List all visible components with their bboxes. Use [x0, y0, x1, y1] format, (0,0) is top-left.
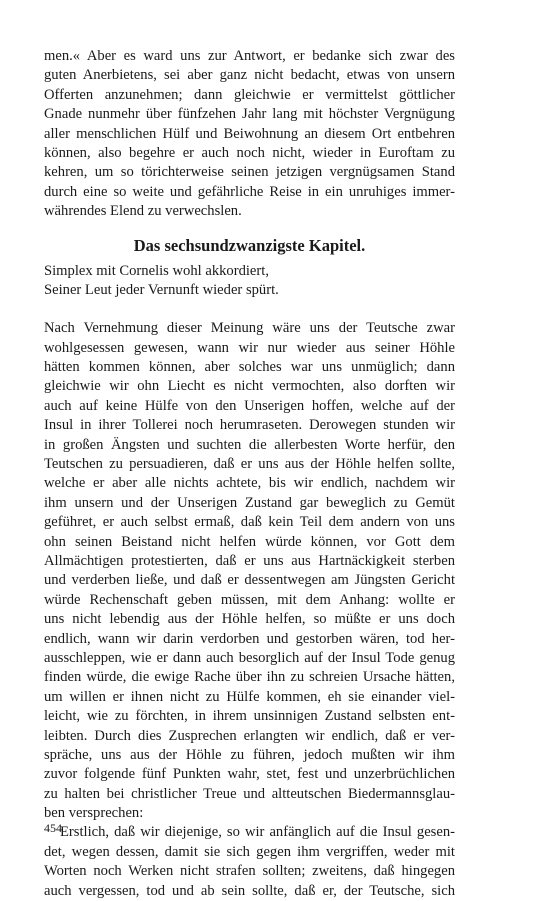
body-line: ihm unsern und der Unserigen Zustand gar beweglich zu Gemüt [44, 494, 455, 511]
book-page [44, 47, 455, 901]
final-line: auch vergessen, tod und ab sein sollte, daß er, der Teutsche, sich [44, 882, 455, 899]
intro-line: durch eine so weite und gefährliche Reise in ein unruhiges immer- [44, 183, 455, 200]
body-line: welche er aber alle nichts achtete, bis wir endlich, nachdem wir [44, 475, 455, 492]
body-line: auch auf keine Hülfe von den Unserigen hoffen, welche auf der [44, 397, 455, 414]
body-line: ohn seinen Beistand nicht helfen würde können, vor Gott dem [44, 533, 455, 550]
body-line: um willen er ihnen nicht zu Hülfe kommen, eh sie einander viel- [44, 688, 455, 705]
intro-line: guten Anerbietens, sei aber ganz nicht bedacht, etwas von unsern [44, 67, 455, 84]
body-line: leicht, wie zu förchten, in ihrem unsinnigen Zustand selbsten ent- [44, 708, 455, 725]
body-line: geführet, er auch selbst ermaß, daß kein Teil dem andern von uns [44, 514, 455, 531]
body-line: Allmächtigen protestierten, daß er uns aus Hartnäckigkeit sterben [44, 552, 455, 569]
body-line: würde Rechenschaft geben müssen, mit dem Anhang: wollte er [44, 591, 455, 608]
body-line: finden würde, die ewige Rache über ihn zu schreien Ursache hätten, [44, 669, 455, 686]
intro-line: kehren, um so törichterweise seinen jetzigen vergnügsamen Stand [44, 164, 455, 181]
intro-line: men.« Aber es ward uns zur Antwort, er bedanke sich zwar des [44, 48, 455, 64]
final-line: det, wegen dessen, damit sie sich gegen ihm vergriffen, weder mit [44, 843, 455, 860]
motto-line: Seiner Leut jeder Vernunft wieder spürt. [44, 281, 279, 298]
intro-line: Gnade nunmehr über fünfzehen Jahr lang mit höchster Vergnügung [44, 106, 455, 123]
motto-line: Simplex mit Cornelis wohl akkordiert, [44, 262, 269, 279]
chapter-title: Das sechsundzwanzigste Kapitel. [133, 235, 366, 255]
intro-line: Offerten anzunehmen; dann gleichwie er vermittelst göttlicher [44, 86, 455, 103]
body-line: uns nicht lebendig aus der Höhle helfen, so müßte er uns doch [44, 611, 455, 628]
body-paragraph [44, 319, 455, 823]
body-line: und verderben ließe, und daß er dessentwegen am Jüngsten Gericht [44, 572, 455, 589]
body-line: spräche, uns aus der Höhle zu führen, jedoch mußten wir ihm [44, 746, 455, 763]
body-line: zu halten bei christlicher Treue und altteutschen Biedermannsglau- [44, 785, 455, 802]
body-line: ben versprechen: [44, 805, 144, 822]
body-line: ausschleppen, wie er dann auch besorglich auf der Insul Tode genug [44, 649, 455, 666]
body-line: Teutschen zu persuadieren, daß er uns aus der Höhle helfen sollte, [44, 456, 455, 473]
body-line: endlich, wann wir darin verdorben und gestorben wären, tod her- [44, 630, 455, 647]
body-line: Nach Vernehmung dieser Meinung wäre uns der Teutsche zwar [44, 320, 455, 337]
body-line: wohlgesessen gewesen, wann wir nur wieder aus seiner Höhle [44, 339, 455, 356]
final-line: Worten noch Werken nicht strafen sollten; zweitens, daß hingegen [44, 863, 455, 880]
intro-line: währendes Elend zu verwechslen. [44, 203, 242, 220]
intro-paragraph [44, 47, 455, 222]
chapter-motto [44, 262, 455, 301]
body-line: gleichwie wir ohn Liecht es nicht vermochten, also dorften wir [44, 378, 455, 395]
final-paragraph [44, 823, 455, 901]
page-number: 454 [44, 821, 62, 835]
body-line: in großen Ängsten und suchten die allerbesten Worte herfür, den [44, 436, 455, 453]
body-line: zuvor folgende fünf Punkten wahr, stet, fest und unzerbrüchlichen [44, 766, 455, 783]
body-line: Insul in ihrer Tollerei noch herumraseten. Derowegen stunden wir [44, 417, 455, 434]
final-line: Erstlich, daß wir diejenige, so wir anfänglich auf die Insul gesen- [60, 824, 455, 841]
intro-line: können, also begehre er auch noch nicht, wieder in Euroftam zu [44, 144, 455, 161]
paragraph-gap [44, 300, 455, 319]
body-line: leibten. Durch dies Zusprechen erlangten wir endlich, daß er ver- [44, 727, 455, 744]
intro-line: aller menschlichen Hülf und Beiwohnung an diesem Ort entbehren [44, 125, 455, 142]
body-line: hätten kommen können, aber solches war uns unmüglich; dann [44, 359, 455, 376]
